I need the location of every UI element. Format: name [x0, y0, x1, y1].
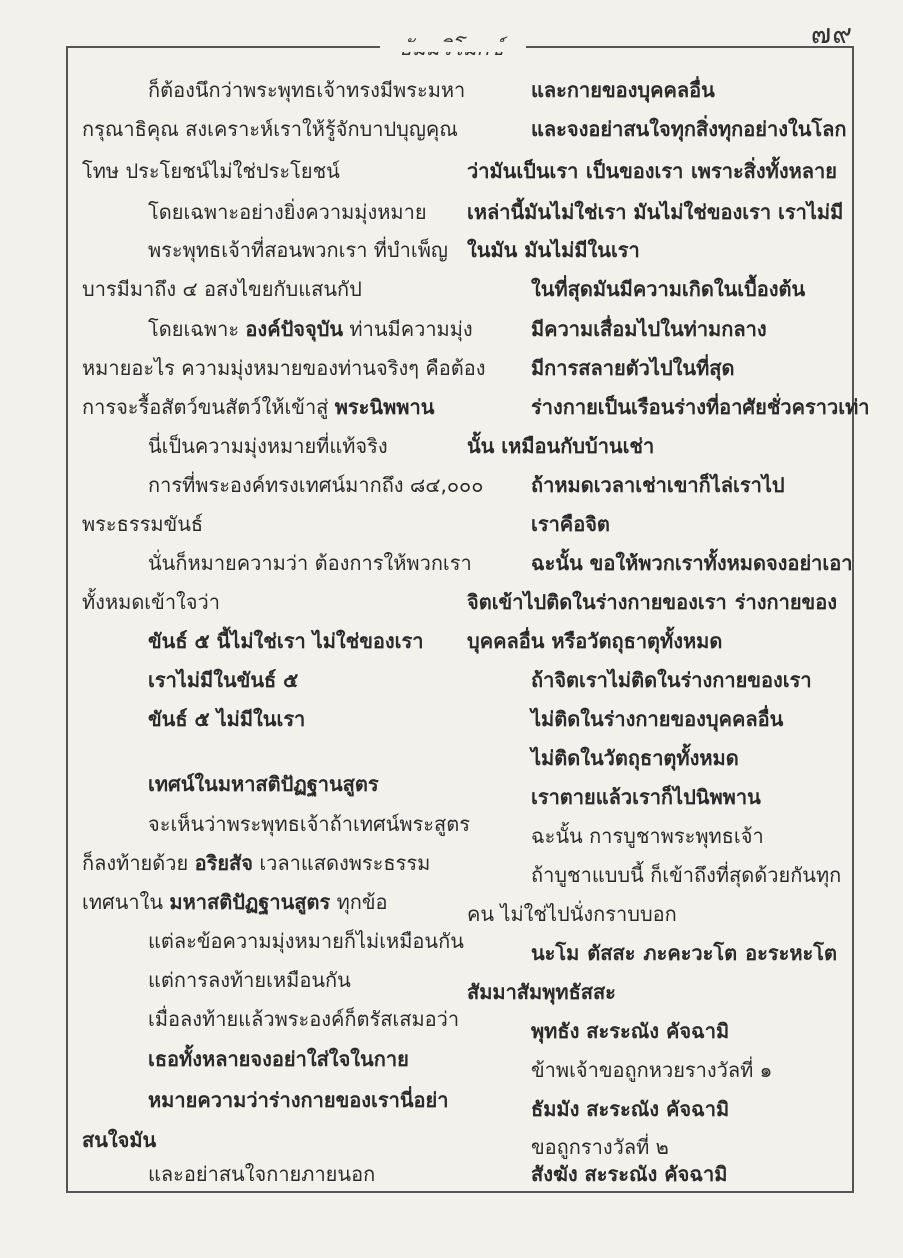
frame-title-gap	[380, 42, 526, 52]
left-line-4: โดยเฉพาะอย่างยิ่งความมุ่งหมาย	[148, 200, 427, 224]
left-line-9	[82, 393, 434, 421]
right-line-23: นะโม ตัสสะ ภะคะวะโต อะระหะโต	[531, 941, 837, 965]
left-line-11: การที่พระองค์ทรงเทศน์มากถึง ๘๔,๐๐๐	[148, 473, 484, 497]
left-line-16: เราไม่มีในขันธ์ ๕	[148, 668, 299, 692]
left-line-13: นั่นก็หมายความว่า ต้องการให้พวกเรา	[148, 551, 472, 575]
left-line-23: แต่การลงท้ายเหมือนกัน	[148, 968, 351, 992]
right-line-13: ฉะนั้น ขอให้พวกเราทั้งหมดจงอย่าเอา	[531, 551, 853, 575]
right-line-14: จิตเข้าไปติดในร่างกายของเรา ร่างกายของ	[467, 590, 837, 614]
left-line-17: ขันธ์ ๕ ไม่มีในเรา	[148, 707, 306, 731]
left-line-14: ทั้งหมดเข้าใจว่า	[82, 590, 220, 614]
right-line-6: ในที่สุดมันมีความเกิดในเบื้องต้น	[531, 277, 806, 301]
right-line-21: ถ้าบูชาแบบนี้ ก็เข้าถึงที่สุดด้วยกันทุก	[531, 863, 842, 887]
right-line-15: บุคคลอื่น หรือวัตถุธาตุทั้งหมด	[467, 629, 723, 653]
right-line-7: มีความเสื่อมไปในท่ามกลาง	[531, 317, 767, 341]
left-line-15: ขันธ์ ๕ นี้ไม่ใช่เรา ไม่ใช่ของเรา	[148, 629, 424, 653]
left-line-1: ก็ต้องนึกว่าพระพุทธเจ้าทรงมีพระมหา	[148, 78, 466, 102]
left-line-9-a: การจะรื้อสัตว์ขนสัตว์ให้เข้าสู่	[82, 395, 335, 419]
right-line-16: ถ้าจิตเราไม่ติดในร่างกายของเรา	[531, 668, 812, 692]
right-line-20: ฉะนั้น การบูชาพระพุทธเจ้า	[531, 824, 764, 848]
left-line-8: หมายอะไร ความมุ่งหมายของท่านจริงๆ คือต้อง	[82, 356, 486, 380]
left-line-21-a: เทศนาใน	[82, 890, 170, 914]
right-line-11: ถ้าหมดเวลาเช่าเขาก็ไล่เราไป	[531, 473, 785, 497]
right-line-4: เหล่านี้มันไม่ใช่เรา มันไม่ใช่ของเรา เราไม่มี	[467, 200, 844, 224]
left-line-2: กรุณาธิคุณ สงเคราะห์เราให้รู้จักบาปบุญคุณ	[82, 117, 458, 141]
left-line-7-a: โดยเฉพาะ	[148, 317, 246, 341]
right-line-9: ร่างกายเป็นเรือนร่างที่อาศัยชั่วคราวเท่า	[531, 395, 870, 419]
left-line-20-a: ก็ลงท้ายด้วย	[82, 851, 195, 875]
left-line-24: เมื่อลงท้ายแล้วพระองค์ก็ตรัสเสมอว่า	[148, 1007, 460, 1031]
page-number: ๗๙	[810, 19, 853, 50]
left-line-21-c: ทุกข้อ	[330, 890, 388, 914]
left-line-10: นี่เป็นความมุ่งหมายที่แท้จริง	[148, 434, 388, 458]
left-line-9-bold: พระนิพพาน	[334, 395, 435, 419]
right-line-10: นั้น เหมือนกับบ้านเช่า	[467, 434, 655, 458]
right-line-29: สังฆัง สะระณัง คัจฉามิ	[531, 1162, 728, 1186]
right-line-27: ธัมมัง สะระณัง คัจฉามิ	[531, 1097, 730, 1121]
left-line-22: แต่ละข้อความมุ่งหมายก็ไม่เหมือนกัน	[148, 929, 464, 953]
right-line-26: ข้าพเจ้าขอถูกหวยรางวัลที่ ๑	[531, 1058, 773, 1082]
right-line-3: ว่ามันเป็นเรา เป็นของเรา เพราะสิ่งทั้งหลาย	[467, 159, 837, 183]
left-line-27: สนใจมัน	[82, 1128, 157, 1152]
right-line-17: ไม่ติดในร่างกายของบุคคลอื่น	[531, 707, 784, 731]
left-section-heading: เทศน์ในมหาสติปัฏฐานสูตร	[148, 772, 379, 796]
right-line-12: เราคือจิต	[531, 512, 610, 536]
left-line-28: และอย่าสนใจกายภายนอก	[148, 1162, 376, 1186]
left-line-6: บารมีมาถึง ๔ อสงไขยกับแสนกัป	[82, 277, 362, 301]
left-line-20-bold: อริยสัจ	[194, 851, 253, 875]
left-line-7-bold: องค์ปัจจุบัน	[245, 317, 344, 341]
left-line-20	[82, 849, 430, 877]
right-line-1: และกายของบุคคลอื่น	[531, 78, 715, 102]
left-line-5: พระพุทธเจ้าที่สอนพวกเรา ที่บำเพ็ญ	[148, 238, 448, 262]
left-line-7	[148, 315, 473, 343]
right-line-18: ไม่ติดในวัตถุธาตุทั้งหมด	[531, 746, 739, 770]
left-line-20-c: เวลาแสดงพระธรรม	[252, 851, 431, 875]
right-line-19: เราตายแล้วเราก็ไปนิพพาน	[531, 785, 761, 809]
left-line-21-bold: มหาสติปัฏฐานสูตร	[169, 890, 331, 914]
right-line-2: และจงอย่าสนใจทุกสิ่งทุกอย่างในโลก	[531, 117, 847, 141]
left-line-21	[82, 888, 388, 916]
left-line-25: เธอทั้งหลายจงอย่าใส่ใจในกาย	[148, 1047, 409, 1071]
left-line-26: หมายความว่าร่างกายของเรานี่อย่า	[148, 1088, 449, 1112]
left-line-12: พระธรรมขันธ์	[82, 512, 204, 536]
right-line-8: มีการสลายตัวไปในที่สุด	[531, 356, 735, 380]
right-line-24: สัมมาสัมพุทธัสสะ	[467, 980, 616, 1004]
right-line-22: คน ไม่ใช่ไปนั่งกราบบอก	[467, 902, 677, 926]
left-line-19: จะเห็นว่าพระพุทธเจ้าถ้าเทศน์พระสูตร	[148, 812, 470, 836]
left-line-7-c: ท่านมีความมุ่ง	[343, 317, 473, 341]
right-line-28: ขอถูกรางวัลที่ ๒	[531, 1135, 669, 1159]
right-line-25: พุทธัง สะระณัง คัจฉามิ	[531, 1019, 730, 1043]
left-line-3: โทษ ประโยชน์ไม่ใช่ประโยชน์	[82, 159, 340, 183]
right-line-5: ในมัน มันไม่มีในเรา	[467, 238, 640, 262]
